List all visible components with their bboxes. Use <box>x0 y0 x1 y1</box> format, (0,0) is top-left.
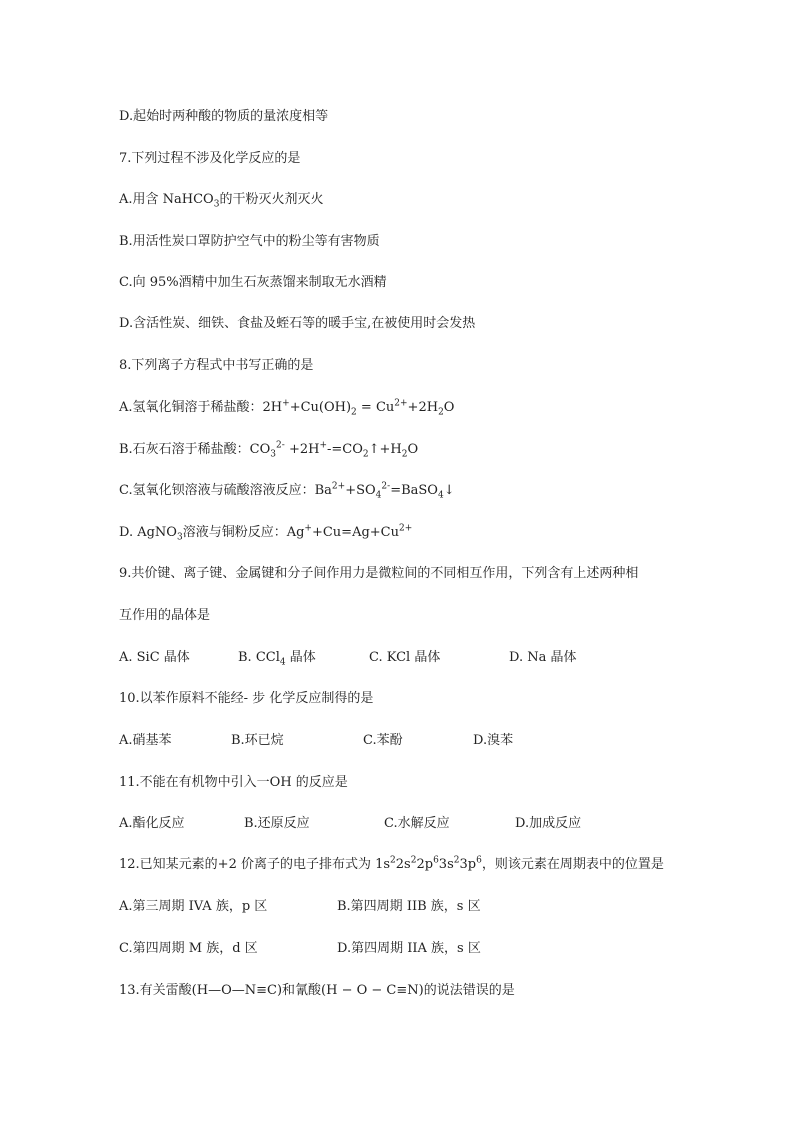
q7-option-c: C.向 95%酒精中加生石灰蒸馏来制取无水酒精 <box>119 275 387 290</box>
q8-option-d: D. AgNO$_3$溶液与铜粉反应：$Ag^++Cu=Ag+Cu^{2+}$ <box>119 523 413 543</box>
q9-option-c: C. KCl 晶体 <box>369 650 441 665</box>
q7-option-b: B.用活性炭口罩防护空气中的粉尘等有害物质 <box>119 234 380 249</box>
q12-option-d: D.第四周期 IIA 族，s 区 <box>337 941 481 956</box>
q10-option-d: D.溴苯 <box>473 733 514 748</box>
q9-option-a: A. SiC 晶体 <box>119 650 190 665</box>
q8-option-c: C.氢氧化钡溶液与硫酸溶液反应：$Ba^{2+}+SO_4^{2-}=BaSO_4↓$ <box>119 481 455 501</box>
q9-stem-line1: 9.共价键、离子键、金属键和分子间作用力是微粒间的不同相互作用，下列含有上述两种相 <box>119 566 639 581</box>
q11-option-d: D.加成反应 <box>515 816 582 831</box>
q7-stem: 7.下列过程不涉及化学反应的是 <box>119 151 301 166</box>
q12-option-b: B.第四周期 IIB 族，s 区 <box>337 899 481 914</box>
q8-option-b: B.石灰石溶于稀盐酸：$CO_3^{2-}$ $+2H^+-=CO_2↑+H_2O$ <box>119 440 419 460</box>
q11-option-c: C.水解反应 <box>384 816 450 831</box>
q11-stem: 11.不能在有机物中引入一OH 的反应是 <box>119 775 348 790</box>
q9-option-d: D. Na 晶体 <box>509 650 577 665</box>
q10-stem: 10.以苯作原料不能经- 步 化学反应制得的是 <box>119 691 374 706</box>
q12-stem: 12.已知某元素的+2 价离子的电子排布式为 $1s^22s^22p^63s^23p^6$，则该元素在周期表中的位置是 <box>119 855 664 872</box>
q8-option-a: A.氢氧化铜溶于稀盐酸：$2H^++Cu(OH)_2 = Cu^{2+}+2H_2O$ <box>119 398 455 418</box>
q6-option-d: D.起始时两种酸的物质的量浓度相等 <box>119 109 329 124</box>
q12-option-a: A.第三周期 IVA 族，p 区 <box>119 899 268 914</box>
q8-stem: 8.下列离子方程式中书写正确的是 <box>119 358 314 373</box>
q7-option-a: A.用含 NaHCO$_3$的干粉灭火剂灭火 <box>119 192 324 210</box>
q12-option-c: C.第四周期 M 族，d 区 <box>119 941 258 956</box>
q11-option-b: B.还原反应 <box>244 816 310 831</box>
q13-stem: 13.有关雷酸(H—O—N≡C)和氰酸(H − O − C≡N)的说法错误的是 <box>119 983 515 998</box>
q9-option-b: B. CCl$_4$ 晶体 <box>238 650 316 668</box>
q10-option-b: B.环已烷 <box>231 733 284 748</box>
q10-option-a: A.硝基苯 <box>119 733 172 748</box>
q10-option-c: C.苯酚 <box>363 733 403 748</box>
q11-option-a: A.酯化反应 <box>119 816 185 831</box>
q7-option-d: D.含活性炭、细铁、食盐及蛭石等的暖手宝,在被使用时会发热 <box>119 316 476 331</box>
q9-stem-line2: 互作用的晶体是 <box>119 608 211 623</box>
